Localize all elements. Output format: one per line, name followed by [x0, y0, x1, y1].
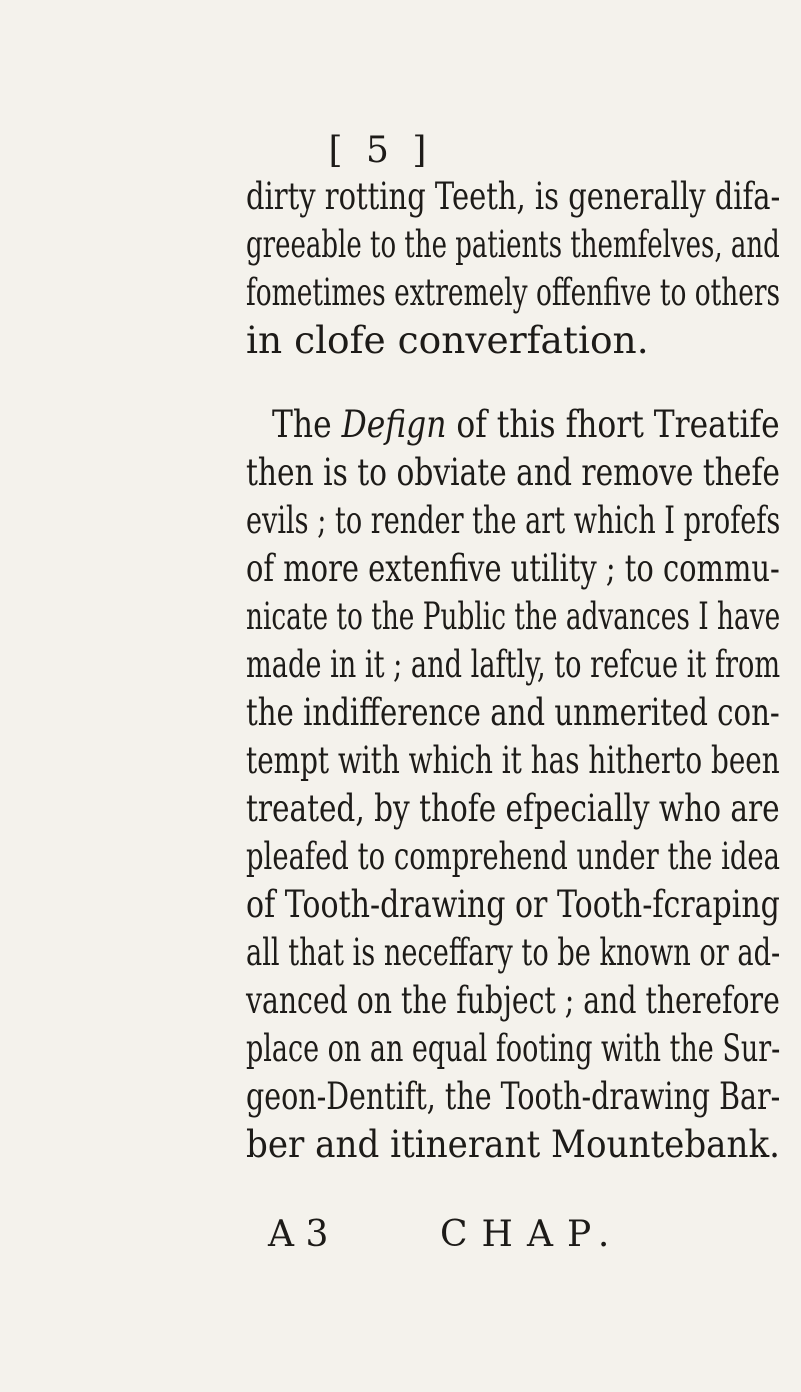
text-line: tempt with which it has hitherto been	[246, 738, 780, 782]
text-line: of Tooth-drawing or Tooth-fcraping	[246, 882, 780, 926]
text-line: ber and itinerant Mountebank.	[246, 1122, 780, 1166]
text-line: greeable to the patients themfelves, and	[246, 222, 780, 266]
text-line: all that is neceffary to be known or ad-	[246, 930, 781, 974]
text-line: the indifference and unmerited con-	[246, 690, 780, 734]
text-line: place on an equal footing with the Sur-	[246, 1026, 781, 1070]
text-line: geon-Dentift, the Tooth-drawing Bar-	[246, 1074, 781, 1118]
text-line: made in it ; and laftly, to refcue it from	[246, 642, 781, 686]
text-line: pleafed to comprehend under the idea	[246, 834, 781, 878]
catchword: CHAP.	[440, 1214, 624, 1255]
text-line: in clofe converfation.	[246, 318, 649, 362]
text-line: nicate to the Public the advances I have	[246, 594, 781, 638]
text-line: then is to obviate and remove thefe	[246, 450, 780, 494]
text-line: treated, by thofe efpecially who are	[246, 786, 780, 830]
text-line: of more extenfive utility ; to commu-	[246, 546, 780, 590]
italic-word: Defign	[341, 402, 447, 446]
lead-rest: of this fhort Treatife	[456, 402, 780, 446]
text-line: fometimes extremely offenfive to others	[246, 270, 781, 314]
text-line: dirty rotting Teeth, is generally difa-	[246, 174, 781, 218]
text-line: vanced on the fubject ; and therefore	[246, 978, 780, 1022]
paragraph-start-line	[272, 402, 780, 446]
page-number-header: [ 5 ]	[328, 130, 433, 171]
text-line: evils ; to render the art which I profefs	[246, 498, 781, 542]
lead-word: The	[272, 402, 332, 446]
signature-mark: A 3	[268, 1214, 329, 1255]
